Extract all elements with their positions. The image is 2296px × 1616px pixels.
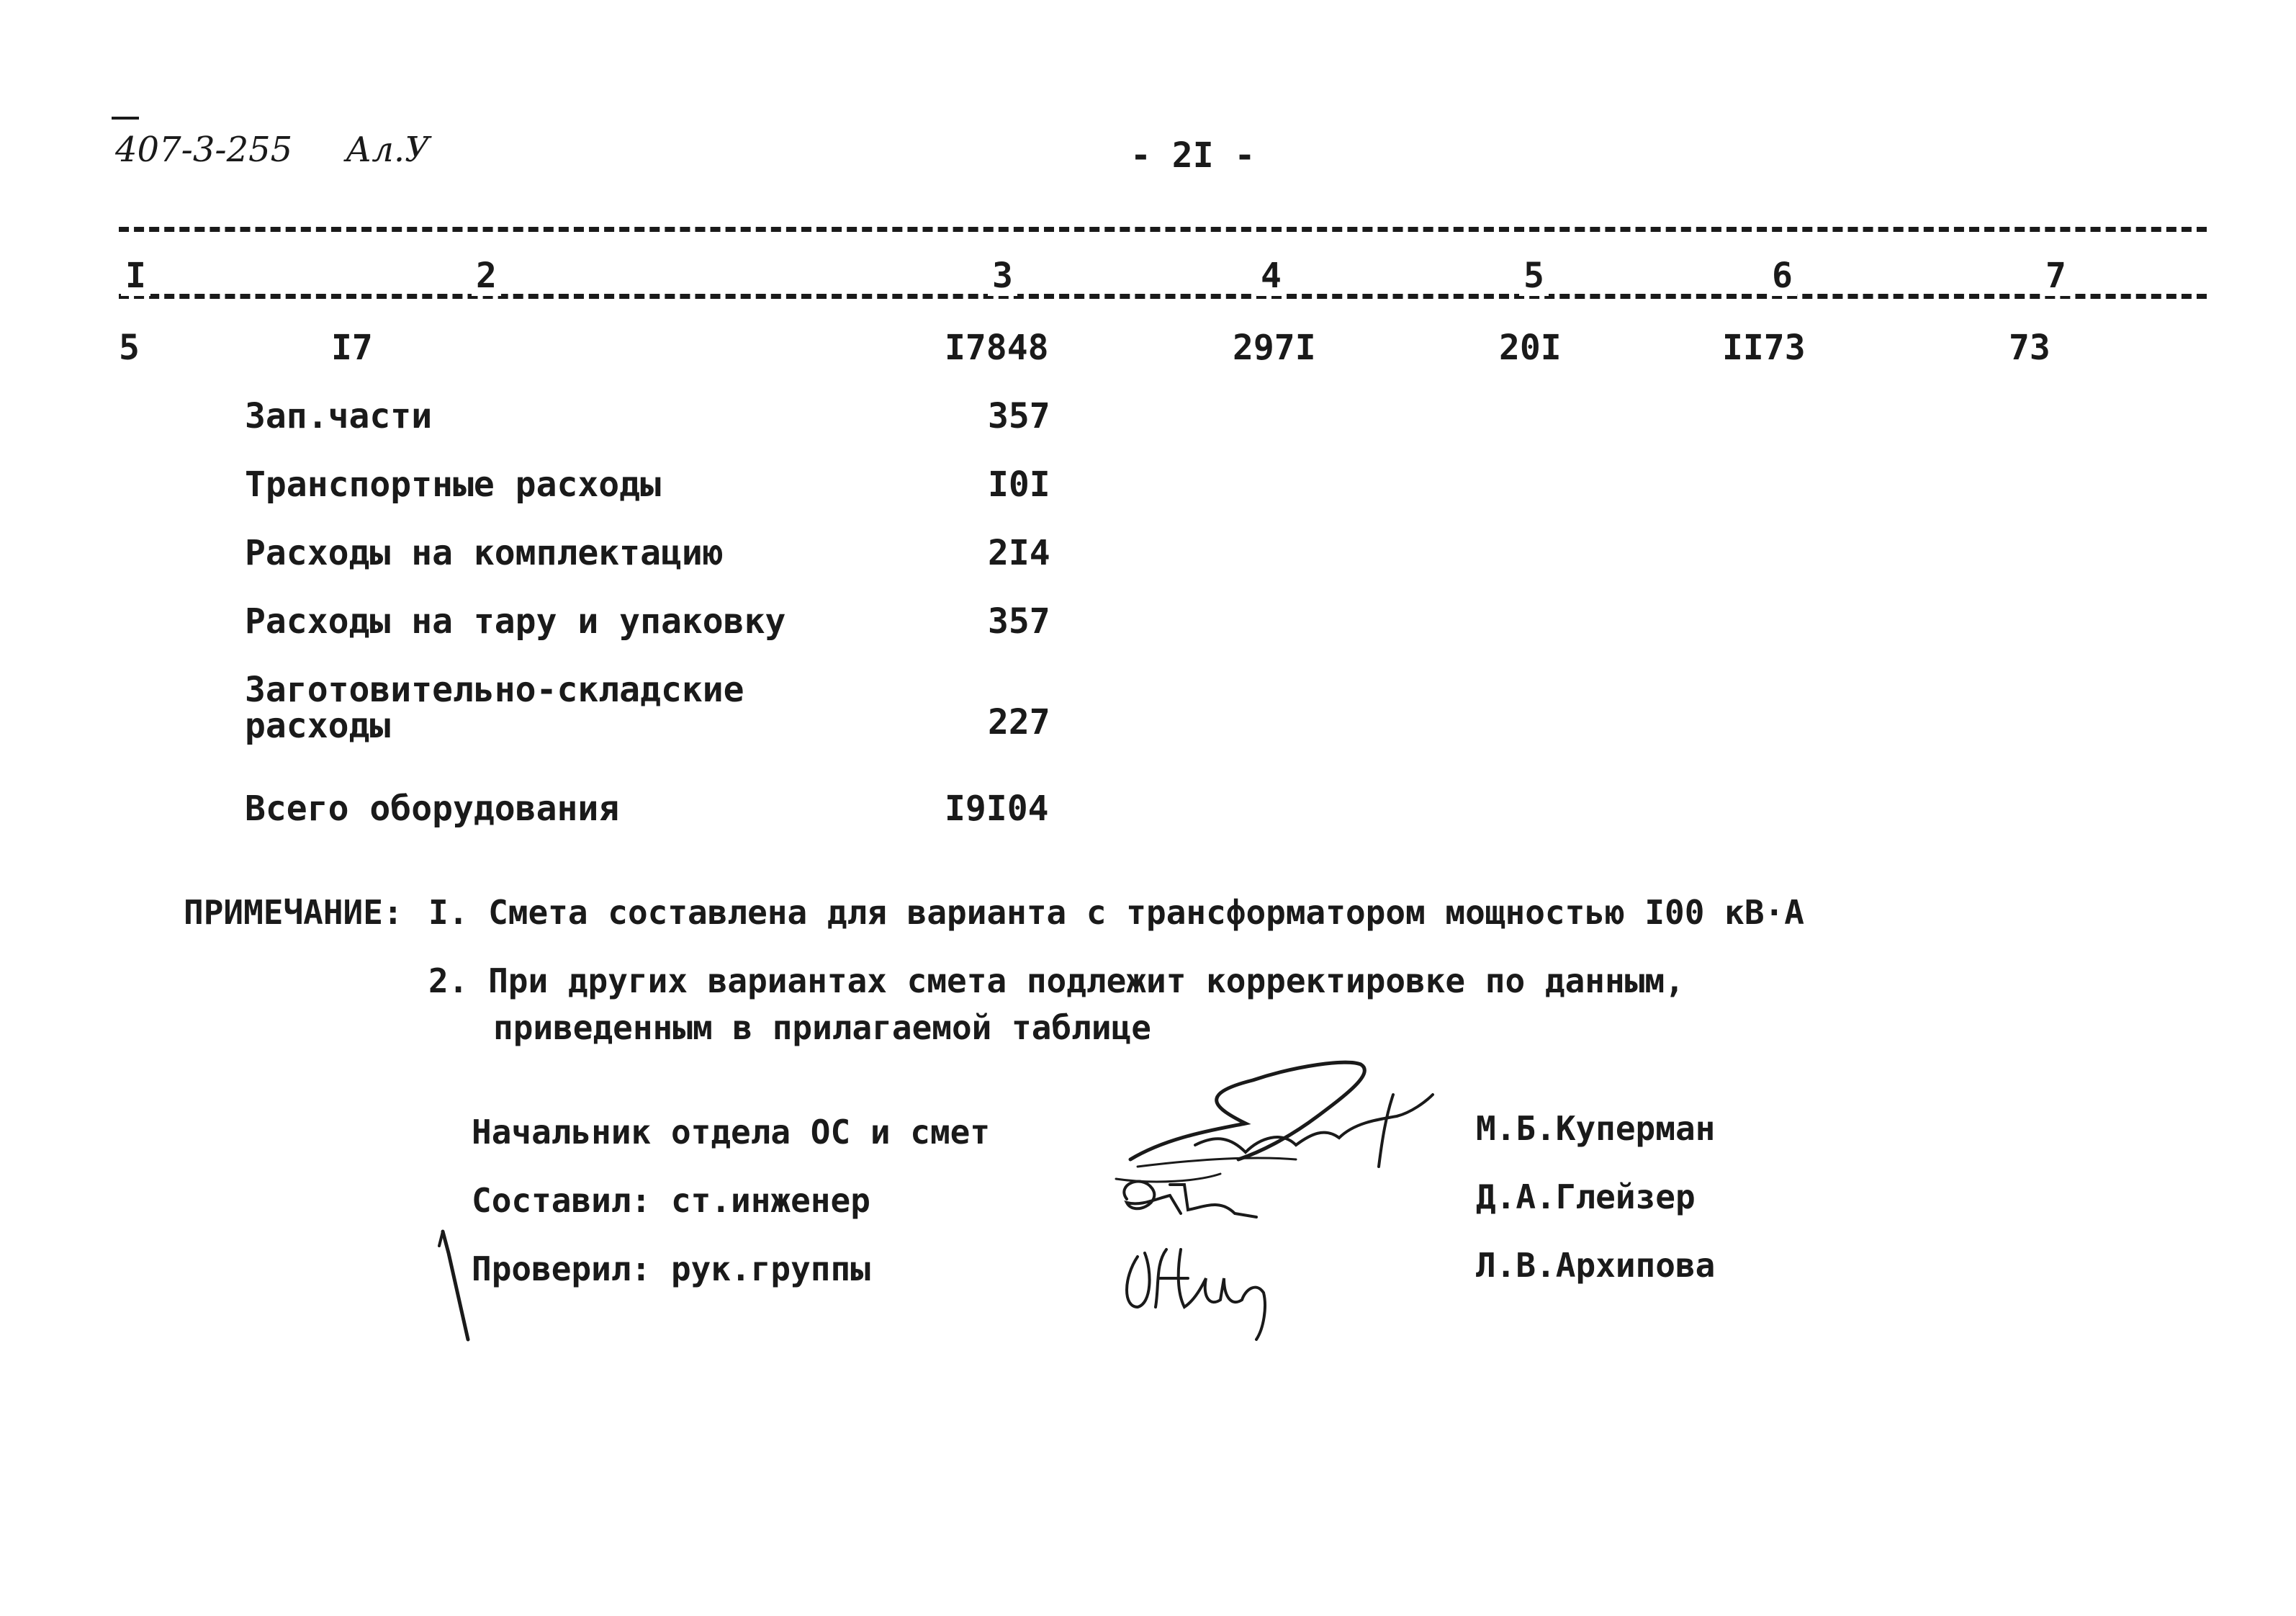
column-number-7: 7 bbox=[2041, 256, 2071, 296]
item-label-spare-parts: Зап.части bbox=[245, 396, 433, 436]
item-value-assembly: 2I4 bbox=[988, 533, 1050, 573]
signature-name-checker: Л.В.Архипова bbox=[1476, 1246, 1716, 1285]
table-top-rule bbox=[119, 227, 2207, 232]
item-value-packaging: 357 bbox=[988, 601, 1050, 642]
signature-role-checker: Проверил: рук.группы bbox=[472, 1249, 870, 1288]
column-number-5: 5 bbox=[1519, 256, 1549, 296]
item-value-storage: 227 bbox=[988, 702, 1050, 742]
check-stroke-mark bbox=[436, 1224, 493, 1347]
note-line-1: I. Смета составлена для варианта с трансформатором мощностью I00 кВ·А bbox=[428, 893, 1804, 932]
column-number-4: 4 bbox=[1256, 256, 1286, 296]
note-heading: ПРИМЕЧАНИЕ: bbox=[184, 893, 403, 932]
doc-code: 407-3-255 bbox=[115, 130, 293, 170]
column-number-3: 3 bbox=[988, 256, 1017, 296]
item-label-transport: Транспортные расходы bbox=[245, 464, 661, 505]
signature-arkhipova-scribble bbox=[1116, 1228, 1303, 1343]
column-number-1: I bbox=[121, 256, 150, 296]
signature-kuperman-scribble bbox=[1109, 1051, 1454, 1188]
row-cell-4: 297I bbox=[1233, 328, 1316, 368]
note-line-3: приведенным в прилагаемой таблице bbox=[493, 1008, 1151, 1047]
page-number: - 2I - bbox=[1130, 135, 1256, 176]
signature-name-head: М.Б.Куперман bbox=[1476, 1109, 1716, 1148]
row-cell-3: I7848 bbox=[945, 328, 1049, 368]
column-number-6: 6 bbox=[1768, 256, 1797, 296]
item-label-assembly: Расходы на комплектацию bbox=[245, 533, 724, 573]
note-line-2: 2. При других вариантах смета подлежит корректировке по данным, bbox=[428, 961, 1685, 1000]
column-number-rule bbox=[119, 294, 2207, 299]
signature-name-compiler: Д.А.Глейзер bbox=[1476, 1177, 1696, 1216]
signature-role-compiler: Составил: ст.инженер bbox=[472, 1181, 870, 1220]
row-cell-7: 73 bbox=[2009, 328, 2050, 368]
item-value-total: I9I04 bbox=[945, 789, 1049, 829]
item-label-packaging: Расходы на тару и упаковку bbox=[245, 601, 786, 642]
item-label-storage-line1: Заготовительно-складские bbox=[245, 670, 744, 710]
signature-role-head: Начальник отдела ОС и смет bbox=[472, 1113, 991, 1152]
item-label-total: Всего оборудования bbox=[245, 789, 620, 829]
item-value-spare-parts: 357 bbox=[988, 396, 1050, 436]
header-overline bbox=[112, 117, 139, 120]
album-number: Ал.У bbox=[346, 130, 430, 170]
item-label-storage-line2: расходы bbox=[245, 706, 391, 746]
row-cell-2: I7 bbox=[331, 328, 373, 368]
signature-gleizer-scribble bbox=[1112, 1170, 1278, 1228]
row-cell-6: II73 bbox=[1722, 328, 1806, 368]
row-cell-5: 20I bbox=[1499, 328, 1562, 368]
column-number-2: 2 bbox=[472, 256, 501, 296]
row-cell-1: 5 bbox=[119, 328, 140, 368]
item-value-transport: I0I bbox=[988, 464, 1050, 505]
